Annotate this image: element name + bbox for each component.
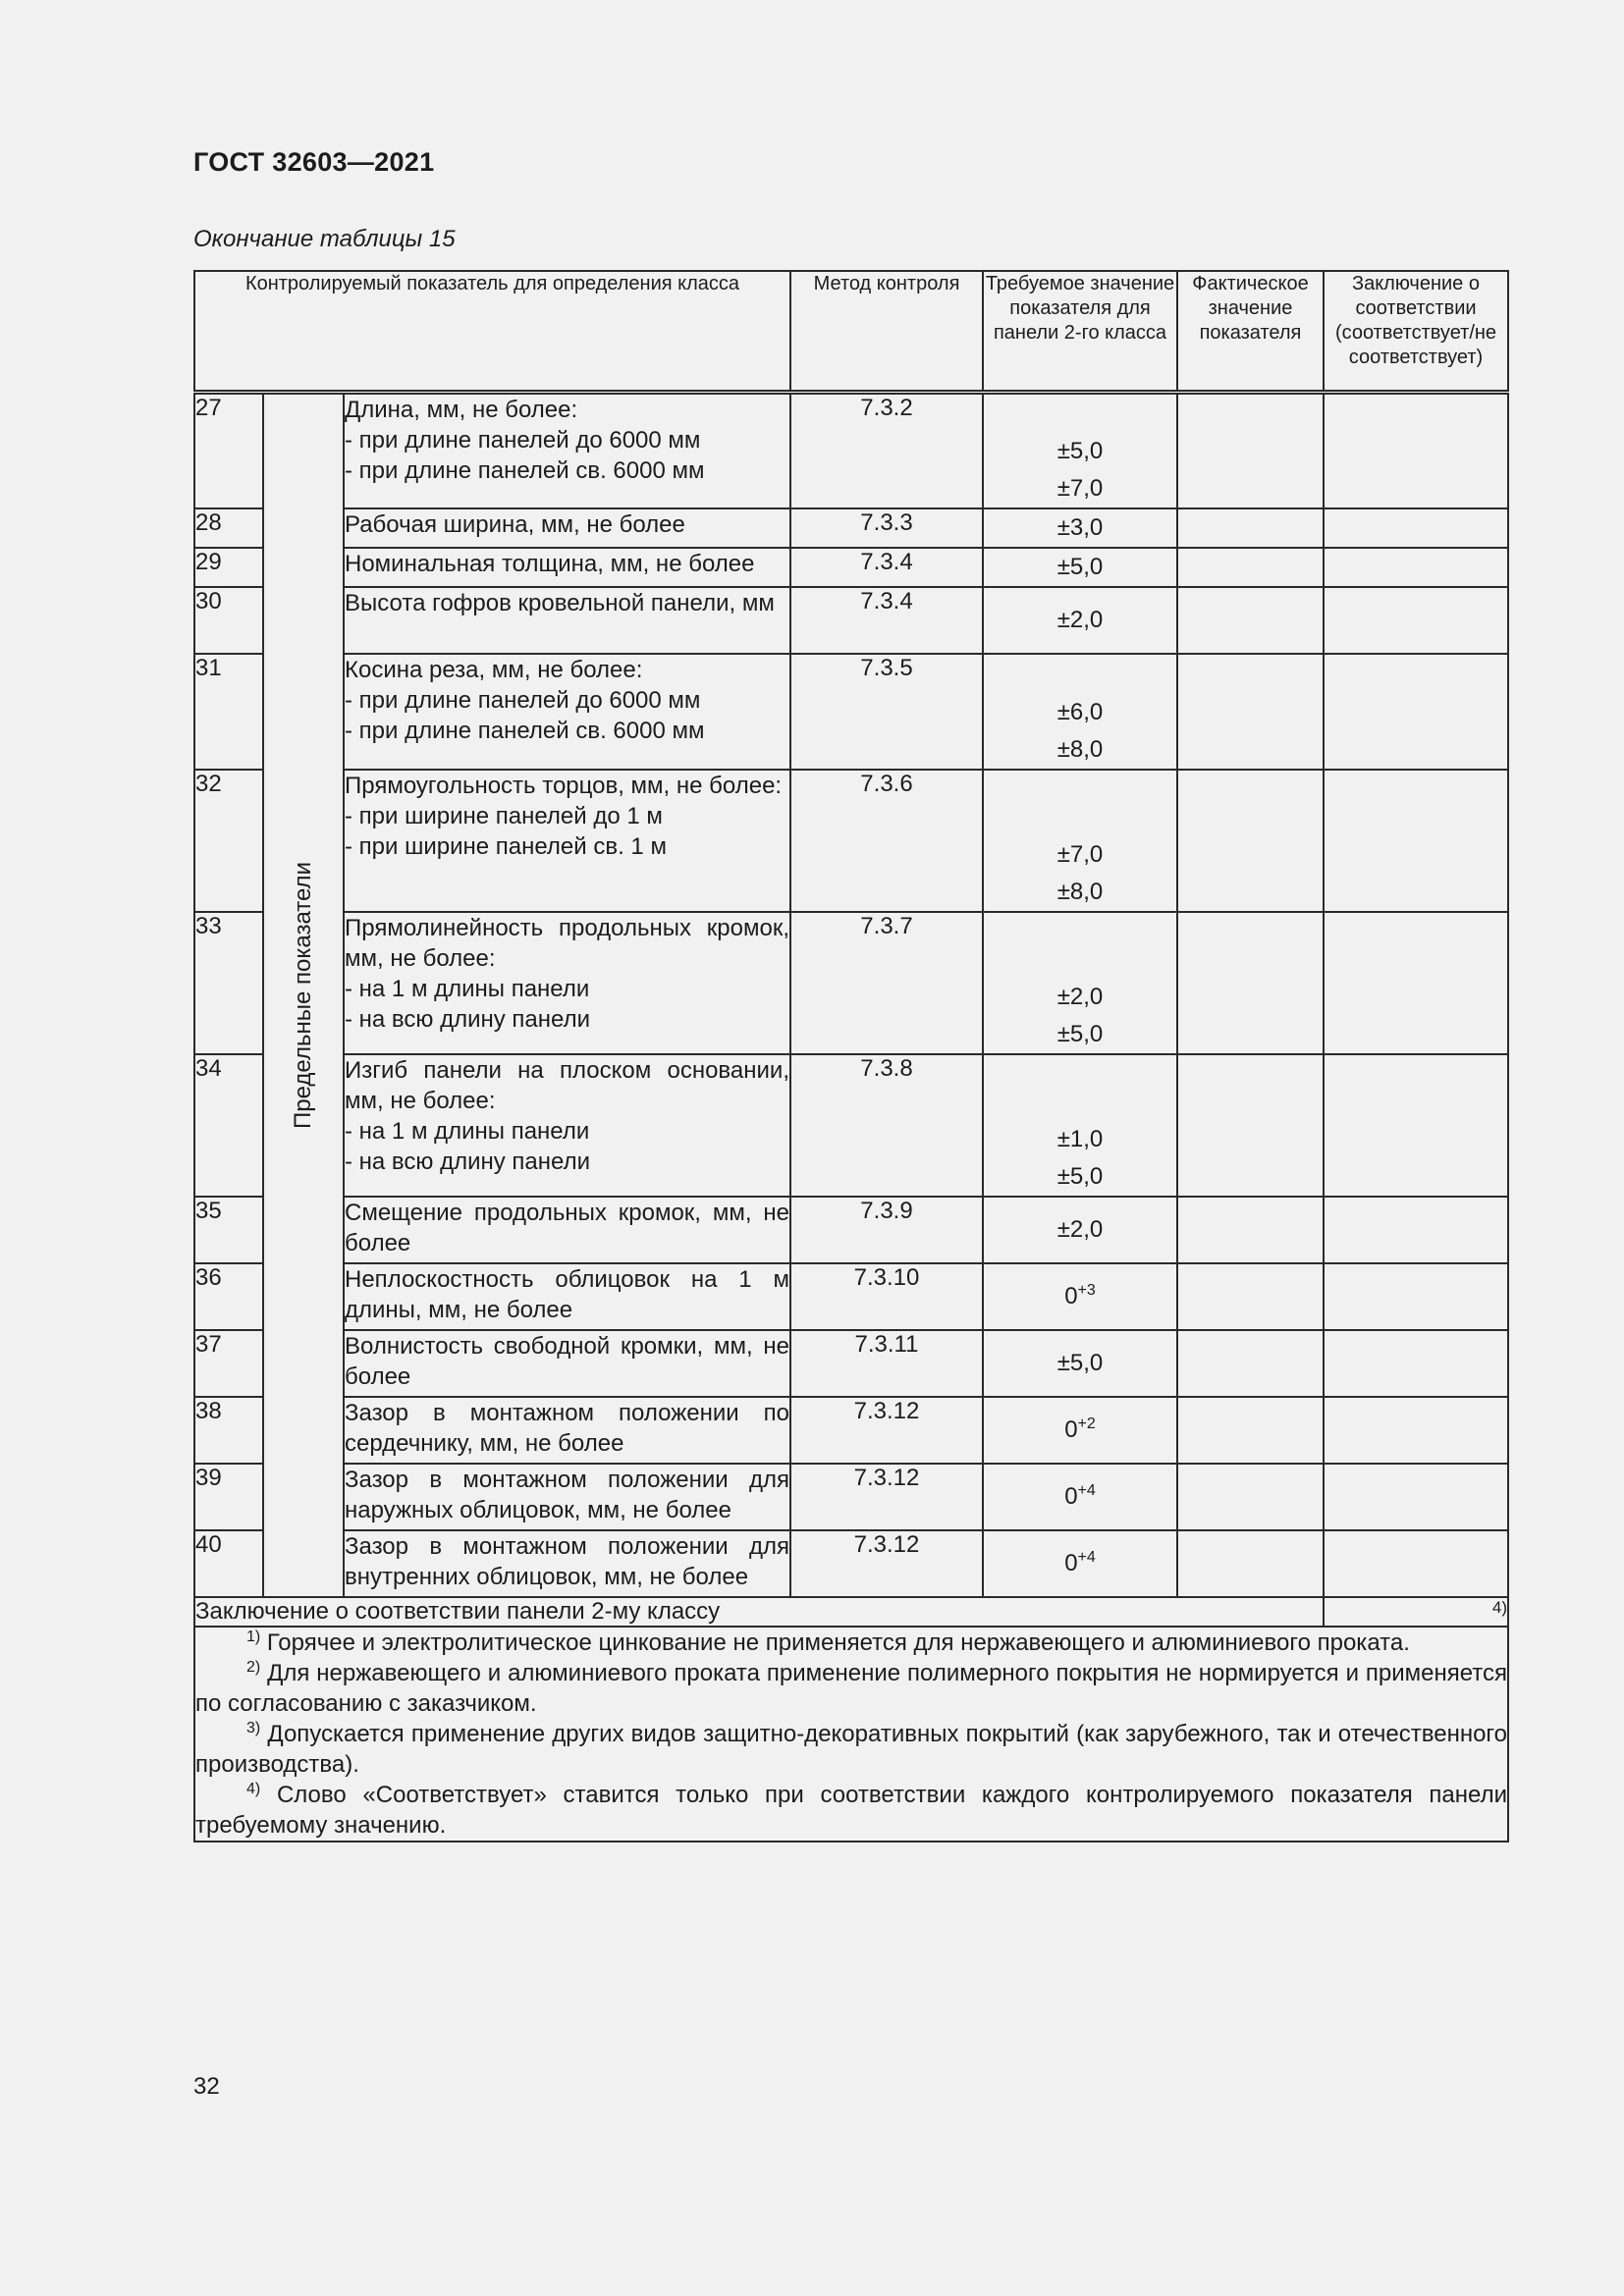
indicator-line: Косина реза, мм, не более: — [345, 656, 643, 683]
required-value: ±2,0 — [1056, 1215, 1104, 1243]
required-value-cell — [983, 770, 1177, 912]
required-value: ±5,0 — [1056, 1020, 1104, 1047]
indicator-line: Волнистость свободной кромки, мм, не более — [345, 1332, 789, 1390]
method-cell: 7.3.9 — [790, 1197, 983, 1263]
indicator-line: - при ширине панелей св. 1 м — [345, 832, 667, 860]
required-value-tolerance: +4 — [1077, 1481, 1096, 1499]
header-method: Метод контроля — [790, 271, 983, 393]
method-cell: 7.3.12 — [790, 1530, 983, 1597]
footnotes-row — [194, 1627, 1508, 1842]
indicator-line: Смещение продольных кромок, мм, не более — [345, 1199, 789, 1256]
required-value-cell — [983, 393, 1177, 508]
header-required: Требуемое значение показателя для панели 2-го класса — [983, 271, 1177, 393]
header-conclusion: Заключение о соответствии (соответствует/не соответствует) — [1324, 271, 1508, 393]
indicator-line: Номинальная толщина, мм, не более — [345, 550, 755, 577]
required-value-tolerance: +2 — [1077, 1415, 1096, 1432]
required-value: ±7,0 — [1056, 840, 1104, 868]
method-cell: 7.3.10 — [790, 1263, 983, 1330]
required-value: 0 — [1064, 1415, 1078, 1443]
indicator-line: - при длине панелей до 6000 мм — [345, 686, 701, 714]
required-value-cell — [983, 1197, 1177, 1263]
footnote-mark: 4) — [246, 1780, 261, 1797]
conclusion-cell — [1324, 508, 1508, 548]
conclusion-cell — [1324, 1263, 1508, 1330]
table-row — [194, 1530, 1508, 1597]
method-cell: 7.3.6 — [790, 770, 983, 912]
footnote — [195, 1719, 1507, 1780]
required-value: 0 — [1064, 1549, 1078, 1576]
table-row — [194, 912, 1508, 1054]
indicator-cell — [344, 770, 790, 912]
row-number: 36 — [194, 1263, 263, 1330]
required-value: ±8,0 — [1056, 735, 1104, 763]
footnote — [195, 1780, 1507, 1841]
required-value-cell — [983, 1054, 1177, 1197]
table-row — [194, 1464, 1508, 1530]
method-cell: 7.3.4 — [790, 548, 983, 587]
conclusion-cell — [1324, 1397, 1508, 1464]
indicator-cell — [344, 508, 790, 548]
indicator-line: - на 1 м длины панели — [345, 1117, 590, 1145]
actual-value-cell — [1177, 654, 1324, 770]
conclusion-cell — [1324, 912, 1508, 1054]
indicator-line: - на 1 м длины панели — [345, 975, 590, 1002]
row-number: 38 — [194, 1397, 263, 1464]
indicator-line: Прямоугольность торцов, мм, не более: — [345, 772, 783, 799]
required-value: ±5,0 — [1056, 1162, 1104, 1190]
indicator-line: Неплоскостность облицовок на 1 м длины, мм, не более — [345, 1265, 789, 1323]
actual-value-cell — [1177, 1530, 1324, 1597]
conclusion-cell — [1324, 393, 1508, 508]
indicator-cell — [344, 1397, 790, 1464]
table-row — [194, 654, 1508, 770]
table-row — [194, 1397, 1508, 1464]
footnotes — [194, 1627, 1508, 1842]
actual-value-cell — [1177, 1263, 1324, 1330]
document-title: ГОСТ 32603—2021 — [193, 147, 435, 177]
required-value-cell — [983, 912, 1177, 1054]
required-value-cell — [983, 1397, 1177, 1464]
method-cell: 7.3.12 — [790, 1397, 983, 1464]
required-value-cell — [983, 548, 1177, 587]
indicator-cell — [344, 1330, 790, 1397]
required-value: ±5,0 — [1056, 437, 1104, 464]
actual-value-cell — [1177, 508, 1324, 548]
row-number: 35 — [194, 1197, 263, 1263]
required-value-tolerance: +4 — [1077, 1548, 1096, 1566]
indicator-line: Длина, мм, не более: — [345, 397, 578, 423]
row-number: 40 — [194, 1530, 263, 1597]
indicator-line: - при длине панелей св. 6000 мм — [345, 717, 705, 744]
footnote-text: Допускается применение других видов защитно-декоративных покрытий (как зарубежного, так и отечественного производства). — [195, 1720, 1507, 1778]
conclusion-cell — [1324, 548, 1508, 587]
required-value-cell — [983, 1330, 1177, 1397]
conclusion-cell — [1324, 654, 1508, 770]
conclusion-cell — [1324, 1197, 1508, 1263]
actual-value-cell — [1177, 548, 1324, 587]
group-label: Предельные показатели — [290, 861, 316, 1129]
indicator-cell — [344, 654, 790, 770]
indicator-line: Рабочая ширина, мм, не более — [345, 510, 685, 538]
actual-value-cell — [1177, 587, 1324, 654]
page-number: 32 — [193, 2073, 220, 2100]
actual-value-cell — [1177, 393, 1324, 508]
table-row — [194, 548, 1508, 587]
indicator-cell — [344, 1054, 790, 1197]
table-row — [194, 770, 1508, 912]
row-number: 31 — [194, 654, 263, 770]
indicator-cell — [344, 587, 790, 654]
required-value-cell — [983, 1263, 1177, 1330]
conclusion-cell — [1324, 1330, 1508, 1397]
specification-table — [193, 270, 1509, 1842]
table-row — [194, 393, 1508, 508]
actual-value-cell — [1177, 1197, 1324, 1263]
footnote — [195, 1658, 1507, 1719]
header-row — [194, 271, 1508, 393]
row-number: 33 — [194, 912, 263, 1054]
actual-value-cell — [1177, 1464, 1324, 1530]
table-row — [194, 587, 1508, 654]
conclusion-cell — [1324, 587, 1508, 654]
conclusion-cell — [1324, 770, 1508, 912]
footnote-mark: 3) — [246, 1719, 261, 1736]
table-row — [194, 1263, 1508, 1330]
table-row — [194, 1054, 1508, 1197]
indicator-cell — [344, 1197, 790, 1263]
method-cell: 7.3.8 — [790, 1054, 983, 1197]
required-value: ±6,0 — [1056, 698, 1104, 725]
required-value: ±5,0 — [1056, 1349, 1104, 1376]
required-value-cell — [983, 508, 1177, 548]
row-number: 32 — [194, 770, 263, 912]
indicator-line: Зазор в монтажном положении для внутренних облицовок, мм, не более — [345, 1532, 789, 1590]
required-value: ±3,0 — [1056, 513, 1104, 541]
summary-label: Заключение о соответствии панели 2-му классу — [194, 1597, 1324, 1627]
method-cell: 7.3.11 — [790, 1330, 983, 1397]
required-value-cell — [983, 1530, 1177, 1597]
required-value: ±2,0 — [1056, 606, 1104, 633]
table-caption: Окончание таблицы 15 — [193, 226, 456, 252]
row-number: 30 — [194, 587, 263, 654]
method-cell: 7.3.12 — [790, 1464, 983, 1530]
header-indicator: Контролируемый показатель для определения класса — [194, 271, 790, 393]
header-actual: Фактическое значение показателя — [1177, 271, 1324, 393]
footnote-mark: 2) — [246, 1658, 261, 1676]
required-value-tolerance: +3 — [1077, 1281, 1096, 1299]
table-row — [194, 1330, 1508, 1397]
indicator-line: Прямолинейность продольных кромок, мм, не более: — [345, 914, 789, 972]
table-row — [194, 508, 1508, 548]
actual-value-cell — [1177, 1054, 1324, 1197]
method-cell: 7.3.3 — [790, 508, 983, 548]
table-row — [194, 1197, 1508, 1263]
method-cell: 7.3.4 — [790, 587, 983, 654]
required-value: ±1,0 — [1056, 1125, 1104, 1152]
indicator-cell — [344, 1530, 790, 1597]
footnote-text: Для нержавеющего и алюминиевого проката применение полимерного покрытия не нормируется и применяется по согласованию с заказчиком. — [195, 1659, 1507, 1717]
indicator-cell — [344, 1263, 790, 1330]
conclusion-cell — [1324, 1530, 1508, 1597]
indicator-line: - при ширине панелей до 1 м — [345, 802, 663, 829]
indicator-line: - на всю длину панели — [345, 1005, 590, 1033]
required-value: 0 — [1064, 1282, 1078, 1309]
actual-value-cell — [1177, 912, 1324, 1054]
row-number: 39 — [194, 1464, 263, 1530]
required-value-cell — [983, 587, 1177, 654]
required-value-cell — [983, 654, 1177, 770]
indicator-cell — [344, 548, 790, 587]
required-value: ±8,0 — [1056, 878, 1104, 905]
row-number: 34 — [194, 1054, 263, 1197]
indicator-line: - на всю длину панели — [345, 1148, 590, 1175]
actual-value-cell — [1177, 1330, 1324, 1397]
method-cell: 7.3.7 — [790, 912, 983, 1054]
indicator-cell — [344, 1464, 790, 1530]
indicator-line: - при длине панелей до 6000 мм — [345, 427, 701, 454]
required-value: 0 — [1064, 1482, 1078, 1510]
indicator-line: - при длине панелей св. 6000 мм — [345, 457, 705, 484]
indicator-line: Высота гофров кровельной панели, мм — [345, 589, 775, 616]
indicator-line: Зазор в монтажном положении для наружных облицовок, мм, не более — [345, 1466, 789, 1523]
indicator-cell — [344, 912, 790, 1054]
indicator-cell — [344, 393, 790, 508]
summary-row — [194, 1597, 1508, 1627]
conclusion-cell — [1324, 1054, 1508, 1197]
footnote-text: Горячее и электролитическое цинкование не применяется для нержавеющего и алюминиевого проката. — [266, 1629, 1410, 1656]
conclusion-cell — [1324, 1464, 1508, 1530]
row-number: 27 — [194, 393, 263, 508]
footnote-mark: 1) — [246, 1628, 261, 1645]
summary-note-ref: 4) — [1324, 1597, 1508, 1627]
required-value: ±7,0 — [1056, 474, 1104, 502]
method-cell: 7.3.5 — [790, 654, 983, 770]
row-number: 28 — [194, 508, 263, 548]
required-value: ±2,0 — [1056, 983, 1104, 1010]
required-value: ±5,0 — [1056, 553, 1104, 580]
footnote-text: Слово «Соответствует» ставится только при соответствии каждого контролируемого показателя панели требуемому значению. — [195, 1781, 1507, 1839]
required-value-cell — [983, 1464, 1177, 1530]
footnote — [195, 1628, 1507, 1658]
method-cell: 7.3.2 — [790, 393, 983, 508]
actual-value-cell — [1177, 770, 1324, 912]
group-label-cell — [263, 393, 344, 1597]
actual-value-cell — [1177, 1397, 1324, 1464]
row-number: 29 — [194, 548, 263, 587]
indicator-line: Изгиб панели на плоском основании, мм, не более: — [345, 1056, 789, 1114]
indicator-line: Зазор в монтажном положении по сердечнику, мм, не более — [345, 1399, 789, 1457]
row-number: 37 — [194, 1330, 263, 1397]
